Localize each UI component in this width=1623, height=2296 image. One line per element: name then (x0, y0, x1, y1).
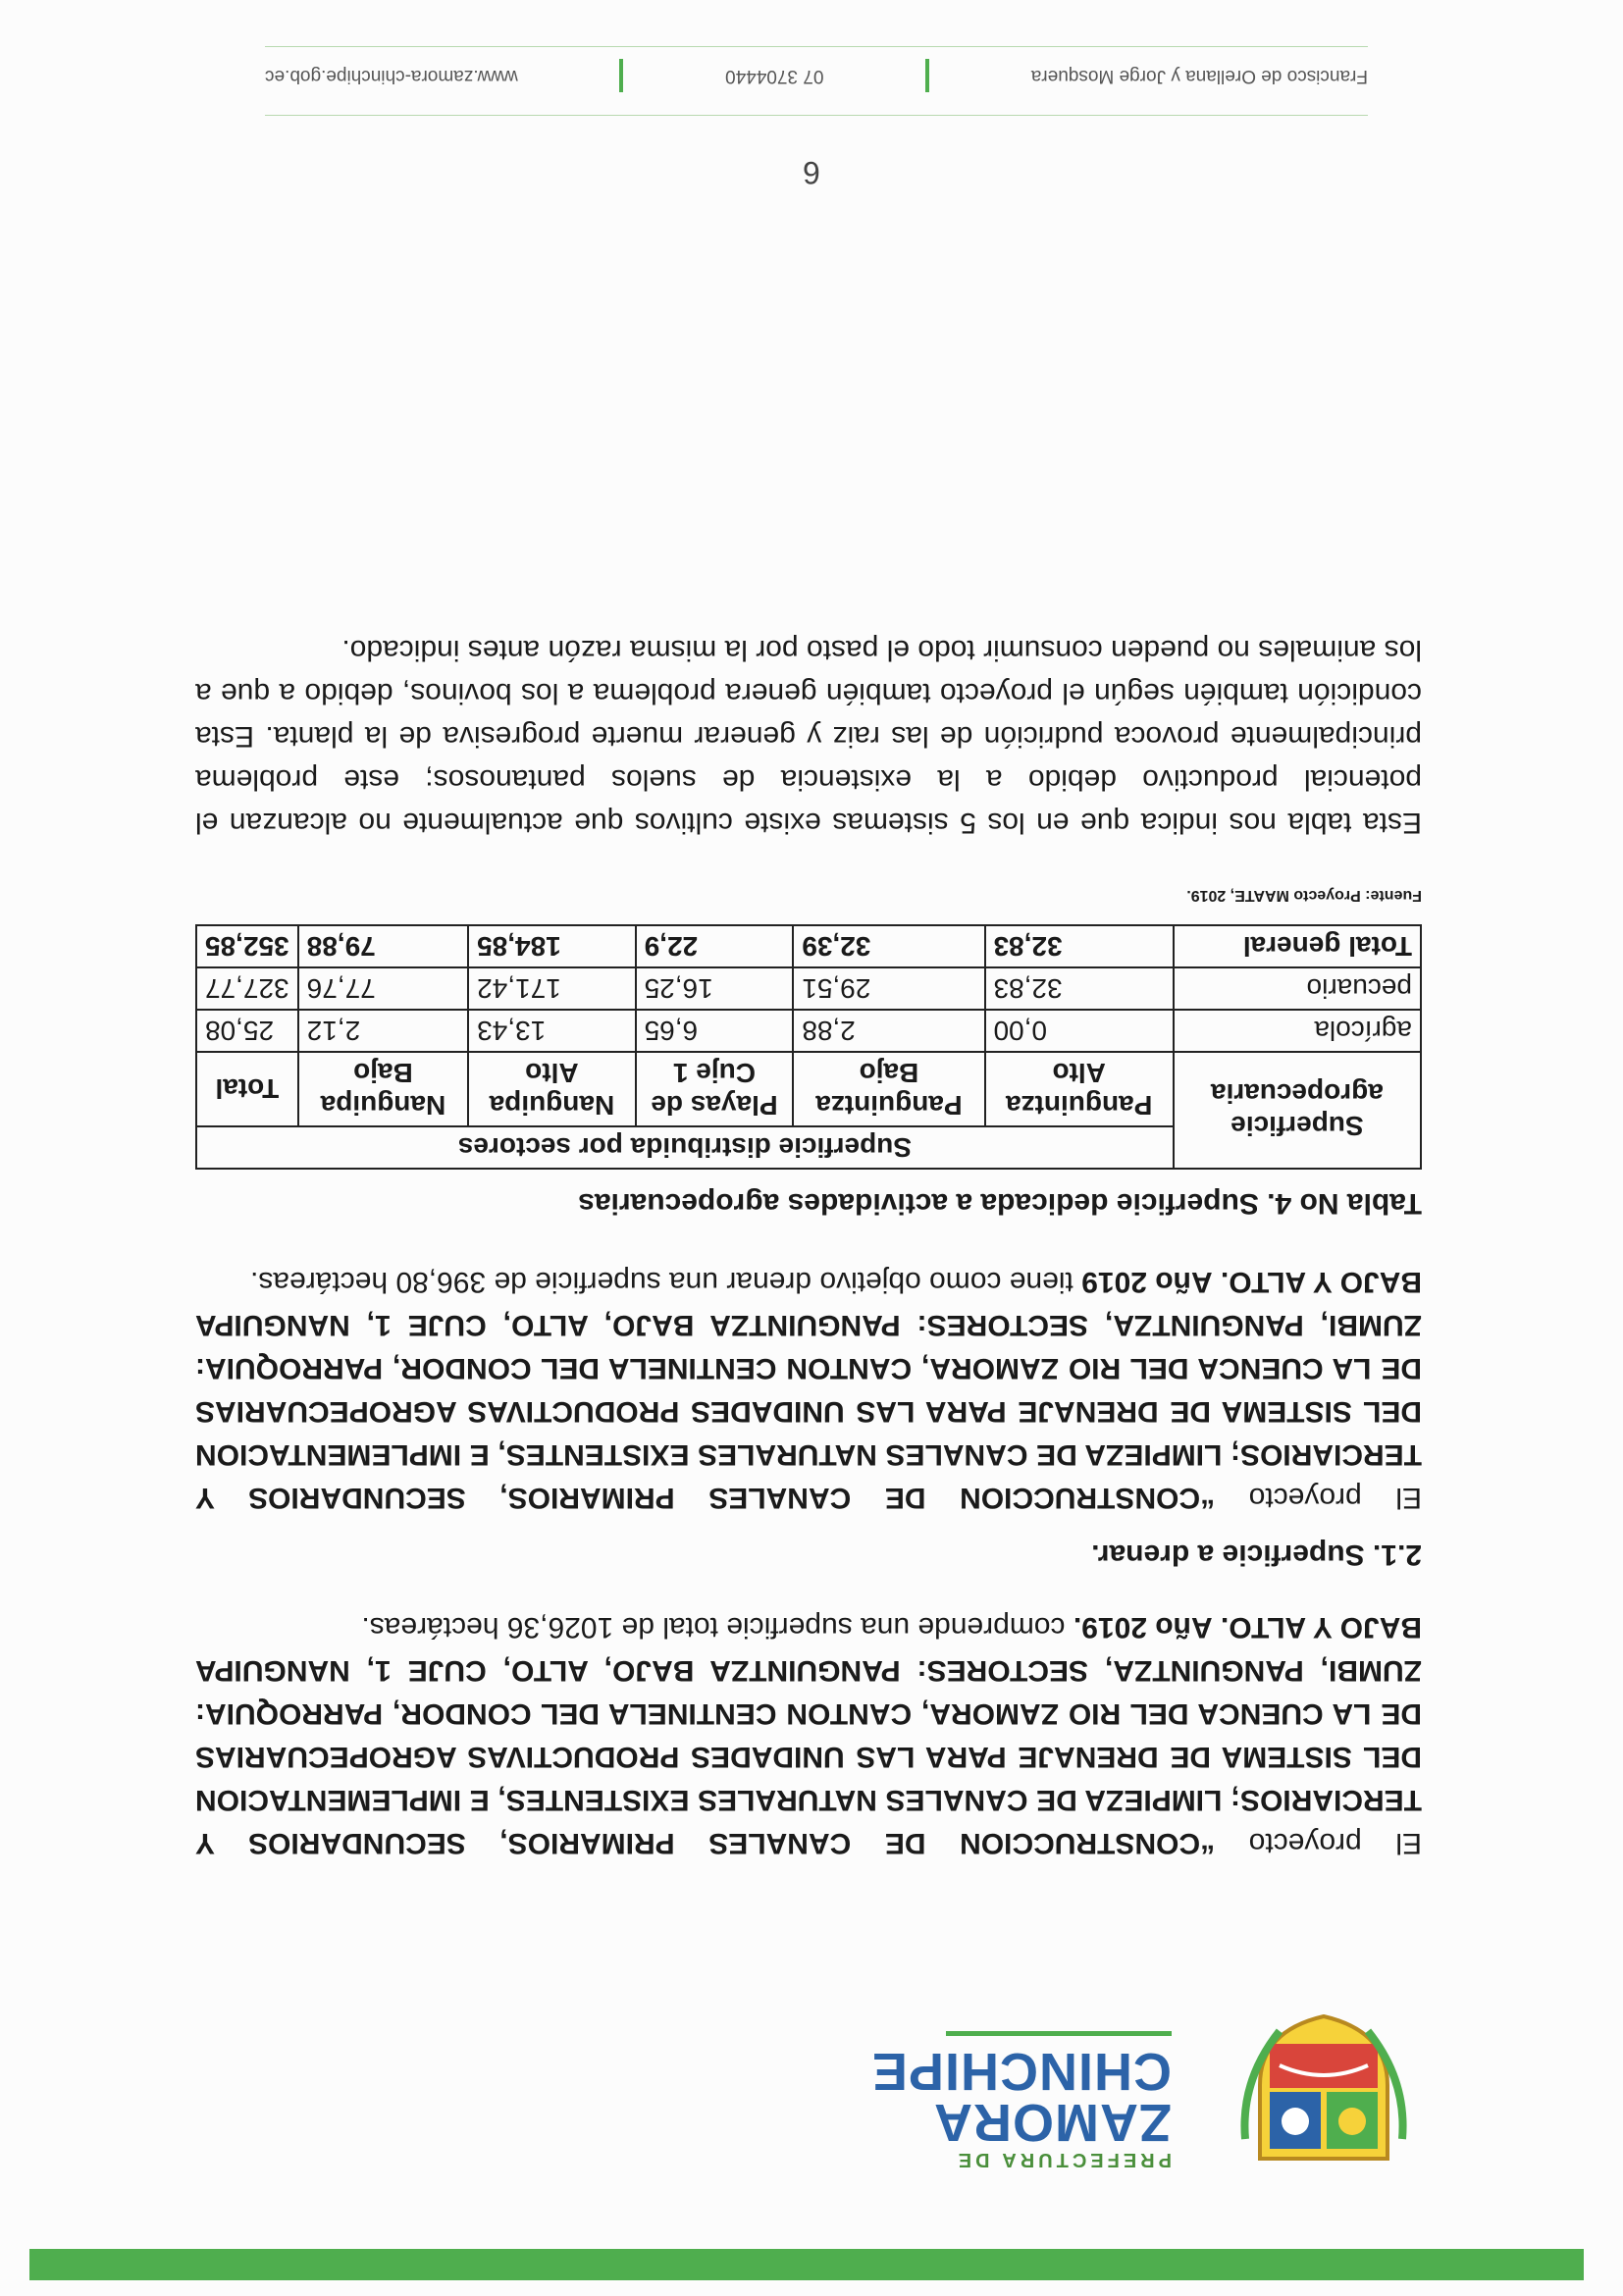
column-header: Panguintza Alto (985, 1052, 1174, 1126)
table-cell: 184,85 (468, 925, 635, 967)
paragraph-1-intro: El proyecto (1215, 1827, 1422, 1859)
table-cell: 16,25 (636, 967, 794, 1010)
brand-chinchipe: CHINCHIPE (870, 2042, 1172, 2101)
letterhead (131, 2002, 1407, 2178)
column-header: Panguintza Bajo (793, 1052, 984, 1126)
table-row (196, 1010, 1421, 1052)
table-group-header: Superficie distribuida por sectores (196, 1126, 1174, 1169)
paragraph-2-project-title: “CONSTRUCCION DE CANALES PRIMARIOS, SECUNDARIOS Y TERCIARIOS; LIMPIEZA DE CANALES NATURALES EXISTENTES, E IMPLEMENTACION DEL SISTEMA DE DRENAJE PARA LAS UNIDADES PRODUCTIVAS AGROPECUARIAS DE LA CUENCA DEL RIO ZAMORA, CANTON CENTINELA DEL CONDOR, PARROQUIA: ZUMBI, PANGUINTZA, SECTORES: PANGUINTZA BAJO, ALTO, CUJE 1, NANGUIPA BAJO Y ALTO. (195, 1266, 1422, 1514)
page-number: 6 (803, 155, 820, 190)
column-header: Nanguipa Alto (468, 1052, 635, 1126)
table-cell: 0,00 (985, 1010, 1174, 1052)
table-cell: 32,83 (985, 967, 1174, 1010)
table-cell: 171,42 (468, 967, 635, 1010)
footer (265, 59, 1368, 92)
paragraph-2-intro: El proyecto (1215, 1482, 1422, 1514)
table-header-row (196, 1126, 1421, 1169)
brand-prefectura: PREFECTURA DE (954, 2149, 1172, 2170)
brand-underline (946, 2031, 1172, 2036)
footer-divider (265, 46, 1368, 47)
table-cell: 22,9 (636, 925, 794, 967)
table-total-row (196, 925, 1421, 967)
footer-divider (265, 115, 1368, 116)
top-green-bar (29, 2249, 1584, 2280)
table-title: Tabla No 4. Superficie dedicada a actividades agropecuarias (578, 1187, 1422, 1220)
paragraph-2-end: tiene como objetivo drenar una superficie de 396,80 hectáreas. (249, 1266, 1082, 1298)
document-body (195, 606, 1422, 1864)
table-cell: 352,85 (196, 925, 298, 967)
table-cell: 13,43 (468, 1010, 635, 1052)
table-cell: 6,65 (636, 1010, 794, 1052)
table-corner-header: Superficie agropecuaria (1174, 1052, 1421, 1169)
table-cell: 29,51 (793, 967, 984, 1010)
table-row (196, 967, 1421, 1010)
column-header: Playas de Cuje 1 (636, 1052, 794, 1126)
row-label: Total general (1174, 925, 1421, 967)
table-cell: 327,77 (196, 967, 298, 1010)
footer-phone: 07 3704440 (725, 66, 824, 86)
table-cell: 25,08 (196, 1010, 298, 1052)
brand-block (583, 2031, 1172, 2170)
section-title: 2.1. Superficie a drenar. (1091, 1539, 1422, 1571)
paragraph-1 (195, 1605, 1422, 1864)
footer-address: Francisco de Orellana y Jorge Mosquera (1030, 66, 1368, 86)
table-source: Fuente: Proyecto MAATE, 2019. (1186, 887, 1422, 904)
paragraph-1-end: comprende una superficie total de 1026,36 hectáreas. (361, 1611, 1073, 1644)
table-cell: 2,12 (298, 1010, 468, 1052)
table-cell: 79,88 (298, 925, 468, 967)
row-label: agrícola (1174, 1010, 1421, 1052)
paragraph-1-project-title: “CONSTRUCCION DE CANALES PRIMARIOS, SECUNDARIOS Y TERCIARIOS; LIMPIEZA DE CANALES NATURALES EXISTENTES, E IMPLEMENTACION DEL SISTEMA DE DRENAJE PARA LAS UNIDADES PRODUCTIVAS AGROPECUARIAS DE LA CUENCA DEL RIO ZAMORA, CANTON CENTINELA DEL CONDOR, PARROQUIA: ZUMBI, PANGUINTZA, SECTORES: PANGUINTZA BAJO, ALTO, CUJE 1, NANGUIPA BAJO Y ALTO. (195, 1611, 1422, 1859)
footer-separator (925, 59, 929, 92)
table-cell: 32,39 (793, 925, 984, 967)
table-cell: 2,88 (793, 1010, 984, 1052)
paragraph-3: Esta tabla nos indica que en los 5 sistemas existe cultivos que actualmente no alcanzan el potencial productivo debido a la existencia de suelos pantanosos; este problema principalmente provoca pudrición de las raiz y generar muerte progresiva de la planta. Esta condición también según el proyecto también genera problema a los bovinos, debido a que a los animales no pueden consumir todo el pasto por la misma razón antes indicado. (195, 634, 1422, 839)
table-cell: 32,83 (985, 925, 1174, 967)
surface-table (195, 924, 1422, 1170)
column-header: Total (196, 1052, 298, 1126)
brand-zamora: ZAMORA (933, 2093, 1172, 2152)
row-label: pecuario (1174, 967, 1421, 1010)
column-header: Nanguipa Bajo (298, 1052, 468, 1126)
table-cell: 77,76 (298, 967, 468, 1010)
paragraph-1-year: Año 2019. (1073, 1611, 1213, 1644)
paragraph-2 (195, 1260, 1422, 1519)
prefecture-crest-icon (1240, 2011, 1407, 2178)
footer-website[interactable]: www.zamora-chinchipe.gob.ec (265, 66, 518, 86)
footer-separator (619, 59, 623, 92)
paragraph-2-year: Año 2019 (1081, 1266, 1213, 1298)
